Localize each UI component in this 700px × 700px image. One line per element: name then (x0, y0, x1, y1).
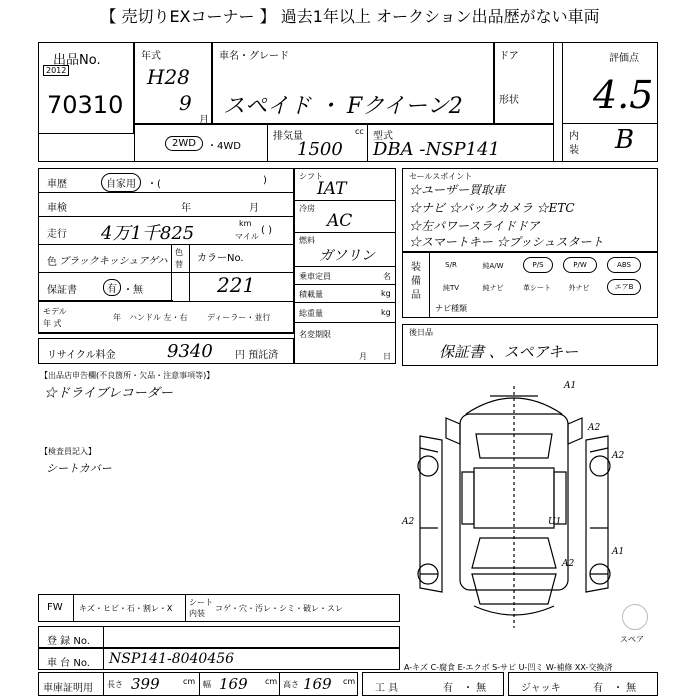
tools-row (362, 672, 504, 696)
name-change-day: 日 (383, 352, 391, 361)
color-no-label: カラーNo. (197, 253, 244, 264)
month-unit: 月 (199, 115, 209, 126)
right-mirror (568, 418, 582, 444)
mark-u1: U1 (548, 517, 562, 527)
fw-seat-label-2: 内装 (189, 609, 205, 618)
interior-value: B (615, 125, 635, 155)
mark-a2-right-front: A2 (612, 451, 625, 461)
name-change-month: 月 (359, 352, 367, 361)
lot-label: 出品No. (53, 53, 101, 68)
cert-div-1 (103, 673, 104, 695)
mark-a1-right-rear: A1 (612, 547, 625, 557)
recycle-unit: 円 預託済 (235, 350, 279, 361)
history-close: ) (263, 175, 267, 186)
history-value: 自家用 (101, 173, 141, 192)
registration-divider (103, 627, 104, 647)
inspector-notes-value: シートカバー (46, 462, 112, 475)
passenger-label: 乗車定員 (299, 272, 331, 281)
right-front-wheel (590, 456, 610, 476)
mark-a2-right: A2 (588, 423, 601, 433)
passenger-row (295, 267, 395, 285)
fw-seat-divider (185, 595, 186, 621)
name-box (212, 42, 494, 124)
color-label: 色 (47, 257, 57, 268)
registration-label: 登 録 No. (47, 636, 90, 647)
inspection-row (39, 193, 293, 217)
length-value: 399 (131, 675, 160, 693)
left-door-glass (462, 472, 474, 524)
shape-label: 形状 (499, 95, 519, 106)
damage-legend: A-キズ C-腐食 E-エクボ S-サビ U-凹ミ W-補修 XX-交換済 (404, 663, 613, 672)
equip-leather: 革シート (523, 284, 551, 292)
accessories-box (402, 324, 658, 366)
inspection-label: 車検 (47, 203, 67, 214)
model-label: 型式 (373, 131, 393, 142)
seller-notes-label: 【出品店申告欄(不良箇所・欠品・注意事項等)】 (40, 371, 215, 380)
rating-divider (563, 123, 657, 124)
tools-yes: 有 (443, 683, 453, 694)
chassis-row (38, 648, 400, 670)
lot-number: 70310 (47, 91, 124, 119)
spare-tire-icon (622, 604, 648, 630)
drive-row (134, 124, 554, 162)
displacement-value: 1500 (297, 139, 343, 160)
equipment-label: 装備品 (411, 262, 421, 301)
jack-label: ジャッキ (521, 683, 561, 694)
seller-notes-value: ☆ドライブレコーダー (44, 386, 173, 401)
shift-label: シフト (299, 172, 323, 181)
width-label: 幅 (203, 680, 211, 689)
load-unit: kg (381, 289, 391, 298)
equip-navi: 純ナビ (482, 284, 504, 292)
color-value: ブラックキッシュアゲハ (59, 256, 168, 267)
length-unit: cm (183, 677, 196, 686)
height-value: 169 (303, 675, 332, 693)
name-value: スペイド ・ Fクイーン2 (223, 94, 463, 119)
year-label: 年式 (141, 51, 161, 62)
load-row (295, 285, 395, 303)
mark-a2-left: A2 (402, 517, 415, 527)
height-label: 高さ (283, 680, 299, 689)
model-year-handle: ハンドル 左・右 (129, 313, 188, 322)
fw-seat-label-1: シート (189, 598, 213, 607)
lot-year-tag: 2012 (43, 65, 69, 76)
interior-label-1: 内 (569, 131, 579, 142)
fuel-value: ガソリン (319, 248, 375, 264)
fuel-label: 燃料 (299, 236, 315, 245)
warranty-label: 保証書 (47, 285, 77, 296)
rating-box (562, 42, 658, 162)
certificate-label: 車庫証明用 (43, 683, 93, 694)
rating-label: 評価点 (609, 53, 639, 64)
warranty-yes: 有 (103, 279, 121, 296)
recycle-value: 9340 (167, 341, 213, 362)
shift-value: IAT (317, 179, 347, 199)
drive-2wd: 2WD (165, 136, 203, 151)
inspection-year-unit: 年 (181, 203, 191, 214)
recycle-label: リサイクル料金 (47, 350, 116, 361)
fuel-row (295, 233, 395, 267)
equipment-divider (429, 253, 430, 317)
jack-row (508, 672, 658, 696)
year-box (134, 42, 212, 124)
equip-sr: S/R (445, 261, 457, 269)
displacement-unit: cc (355, 127, 364, 136)
mileage-value: 4万1千825 (101, 223, 195, 244)
load-label: 積載量 (299, 290, 323, 299)
equip-airbag: エアB (607, 279, 641, 295)
equip-ps: P/S (523, 257, 553, 273)
mark-a2-right-mid: A2 (562, 559, 575, 569)
model-year-dealer: ディーラー・並行 (207, 313, 271, 322)
fw-row (38, 594, 400, 622)
displacement-label: 排気量 (273, 131, 303, 142)
mileage-label: 走行 (47, 229, 67, 240)
history-label: 車歴 (47, 179, 67, 190)
sales-points-label: セールスポイント (409, 172, 473, 181)
door-label: ドア (499, 51, 519, 62)
fw-divider (73, 595, 74, 621)
color-change-2: 替 (175, 260, 183, 269)
month-value: 9 (179, 91, 192, 115)
accessories-label: 後日品 (409, 328, 433, 337)
warranty-no: ・無 (123, 285, 143, 296)
chassis-divider (103, 649, 104, 669)
jack-no: ・ 無 (613, 683, 637, 694)
jack-yes: 有 (593, 683, 603, 694)
sales-points-box (402, 168, 658, 252)
mileage-unit-top: km (239, 219, 252, 228)
chassis-label: 車 台 No. (47, 658, 90, 669)
ac-row (295, 201, 395, 233)
damage-diagram (398, 378, 630, 634)
drive-divider (267, 125, 268, 161)
model-year-unit: 年 (113, 313, 121, 322)
color-change-1: 色 (175, 248, 183, 257)
weight-label: 総重量 (299, 309, 323, 318)
accessories-value: 保証書 、スペアキー (439, 343, 579, 361)
left-front-wheel (418, 456, 438, 476)
equipment-box (402, 252, 658, 318)
mileage-paren: ( ) (261, 225, 272, 236)
header-title: 【 売切りEXコーナー 】 過去1年以上 オークション出品歴がない車両 (100, 7, 600, 26)
model-divider (367, 125, 368, 161)
rating-value: 4.5 (593, 73, 654, 117)
warranty-row (39, 273, 173, 301)
door-shape-box (494, 42, 554, 124)
sales-point-line: ☆左パワースライドドア (409, 219, 540, 233)
mileage-row (39, 217, 293, 245)
shift-row (295, 169, 395, 201)
fw-label: FW (47, 602, 63, 613)
equip-alloy: 純A/W (482, 262, 504, 270)
name-change-label: 名変期限 (299, 330, 331, 339)
weight-unit: kg (381, 308, 391, 317)
cert-div-2 (199, 673, 200, 695)
fw-seat-items: コゲ・穴・汚レ・シミ・破レ・スレ (215, 604, 343, 613)
lot-box (38, 42, 134, 134)
equip-ext-navi: 外ナビ (568, 284, 590, 292)
name-change-row (295, 323, 395, 363)
registration-row (38, 626, 400, 648)
name-label: 車名・グレード (219, 51, 289, 62)
drive-4wd: ・4WD (207, 141, 241, 152)
inspection-month-unit: 月 (249, 203, 259, 214)
model-year-row (39, 301, 293, 333)
recycle-row (38, 338, 294, 364)
equip-pw: P/W (563, 257, 597, 273)
left-side (420, 436, 442, 592)
detail-table (38, 168, 294, 334)
mark-a1-rear: A1 (564, 381, 577, 391)
color-no-divider (189, 245, 190, 301)
weight-row (295, 303, 395, 323)
model-value: DBA -NSP141 (373, 139, 501, 160)
passenger-unit: 名 (383, 272, 391, 281)
sales-point-line: ☆ユーザー買取車 (409, 183, 506, 197)
year-value: H28 (147, 65, 190, 89)
equip-tv: 純TV (442, 284, 460, 292)
mileage-unit-bottom: マイル (235, 232, 259, 241)
color-no-value: 221 (217, 273, 256, 297)
length-label: 長さ (107, 680, 123, 689)
certificate-row (38, 672, 358, 696)
model-year-label-2: 年 式 (43, 319, 62, 328)
width-unit: cm (265, 677, 278, 686)
ac-value: AC (327, 211, 353, 231)
right-side (586, 436, 608, 592)
interior-label-2: 装 (569, 145, 579, 156)
chassis-value: NSP141-8040456 (109, 651, 235, 667)
model-year-label-1: モデル (43, 307, 67, 316)
fw-items: キズ・ヒビ・石・割レ・X (79, 604, 173, 613)
tools-label: 工 具 (375, 683, 399, 694)
history-suffix: ・( (147, 179, 161, 190)
inspector-notes-label: 【検査員記入】 (40, 447, 96, 456)
height-unit: cm (343, 677, 356, 686)
middle-column (294, 168, 396, 364)
equip-abs: ABS (607, 257, 641, 273)
history-row (39, 169, 293, 193)
tools-no: ・ 無 (463, 683, 487, 694)
sales-point-line: ☆ナビ ☆バックカメラ ☆ETC (409, 201, 575, 215)
cert-div-3 (279, 673, 280, 695)
width-value: 169 (219, 675, 248, 693)
left-mirror (446, 418, 460, 444)
spare-label: スペア (620, 635, 644, 644)
ac-label: 冷房 (299, 204, 315, 213)
navi-type-label: ナビ種類 (435, 304, 467, 313)
sales-point-line: ☆スマートキー ☆プッシュスタート (409, 235, 604, 249)
